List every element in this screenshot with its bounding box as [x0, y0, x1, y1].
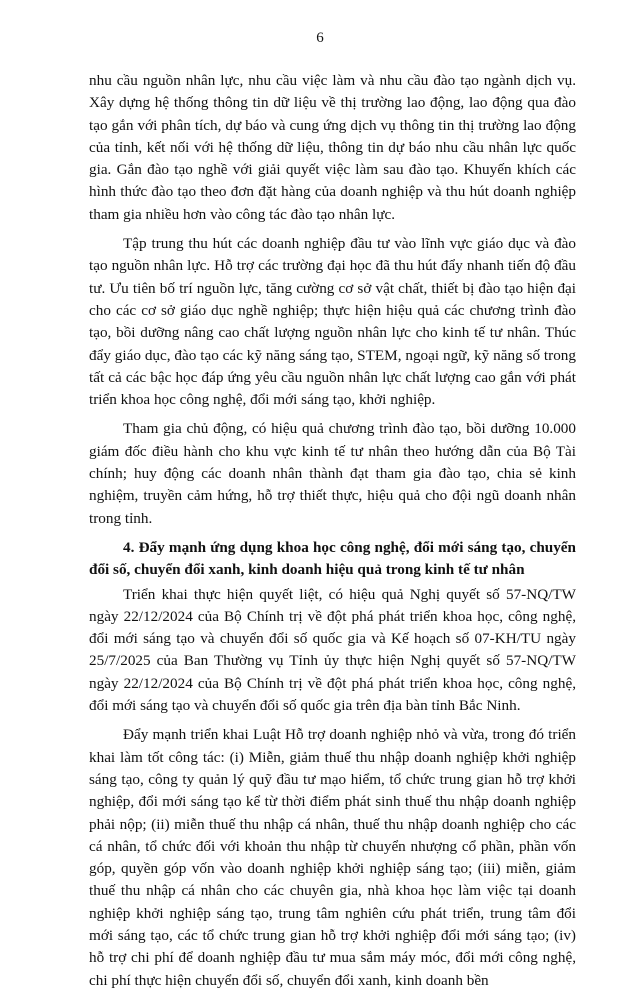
- paragraph-education-investment: Tập trung thu hút các doanh nghiệp đầu tư vào lĩnh vực giáo dục và đào tạo nguồn nhân lực. Hỗ trợ các trường đại học đã thu hút đẩy nhanh tiến độ đầu tư. Ưu tiên bố trí nguồn lực, tăng cường cơ sở vật chất, thiết bị đào tạo hiện đại cho các cơ sở giáo dục nghề nghiệp; thực hiện hiệu quả các chương trình đào tạo, bồi dưỡng nâng cao chất lượng nguồn nhân lực cho kinh tế tư nhân. Thúc đẩy giáo dục, đào tạo các kỹ năng sáng tạo, STEM, ngoại ngữ, kỹ năng số trong tất cả các bậc học đáp ứng yêu cầu nguồn nhân lực chất lượng cao gắn với phát triển khoa học công nghệ, đổi mới sáng tạo, khởi nghiệp.: [89, 235, 576, 409]
- paragraph-executive-training: Tham gia chủ động, có hiệu quả chương trình đào tạo, bồi dưỡng 10.000 giám đốc điều hành cho khu vực kinh tế tư nhân theo hướng dẫn của Bộ Tài chính; huy động các doanh nhân thành đạt tham gia đào tạo, chia sẻ kinh nghiệm, truyền cảm hứng, hỗ trợ thiết thực, hiệu quả cho đội ngũ doanh nhân trong tỉnh.: [89, 420, 576, 527]
- paragraph-sme-support-law: Đẩy mạnh triển khai Luật Hỗ trợ doanh nghiệp nhỏ và vừa, trong đó triển khai làm tốt công tác: (i) Miễn, giảm thuế thu nhập doanh nghiệp khởi nghiệp sáng tạo, công ty quản lý quỹ đầu tư mạo hiểm, tổ chức trung gian hỗ trợ khởi nghiệp, đổi mới sáng tạo kể từ thời điểm phát sinh thuế thu nhập doanh nghiệp phải nộp; (ii) miễn thuế thu nhập cá nhân, thuế thu nhập doanh nghiệp cho các cá nhân, tổ chức đối với khoản thu nhập từ chuyển nhượng cổ phần, phần vốn góp, quyền góp vốn vào doanh nghiệp khởi nghiệp sáng tạo; (iii) miễn, giảm thuế thu nhập cá nhân cho các chuyên gia, nhà khoa học làm việc tại doanh nghiệp khởi nghiệp sáng tạo, trung tâm nghiên cứu phát triển, trung tâm đổi mới sáng tạo, các tổ chức trung gian hỗ trợ khởi nghiệp đổi mới sáng tạo; (iv) hỗ trợ chi phí để doanh nghiệp đầu tư mua sắm máy móc, đổi mới công nghệ, chi phí thực hiện chuyển đổi số, chuyển đổi xanh, kinh doanh bền: [89, 726, 576, 989]
- document-body: [89, 70, 576, 999]
- page-number: 6: [316, 30, 324, 46]
- paragraph-resolution-57: Triển khai thực hiện quyết liệt, có hiệu quả Nghị quyết số 57-NQ/TW ngày 22/12/2024 của Bộ Chính trị về đột phá phát triển khoa học, công nghệ, đổi mới sáng tạo và chuyển đổi số quốc gia và Kế hoạch số 07-KH/TU ngày 25/7/2025 của Ban Thường vụ Tỉnh ủy thực hiện Nghị quyết số 57-NQ/TW ngày 22/12/2024 của Bộ Chính trị về đột phá phát triển khoa học, công nghệ, đổi mới sáng tạo và chuyển đổi số quốc gia trên địa bàn tỉnh Bắc Ninh.: [89, 585, 576, 715]
- section-heading-4: 4. Đẩy mạnh ứng dụng khoa học công nghệ, đổi mới sáng tạo, chuyển đổi số, chuyển đổi xanh, kinh doanh hiệu quả trong kinh tế tư nhân: [89, 538, 576, 579]
- paragraph-workforce-info: nhu cầu nguồn nhân lực, nhu cầu việc làm và nhu cầu đào tạo ngành dịch vụ. Xây dựng hệ thống thông tin dữ liệu về thị trường lao động, lao động qua đào tạo gắn với phân tích, dự báo và cung ứng dịch vụ thông tin thị trường lao động của tỉnh, kết nối với hệ thống dữ liệu, thông tin dự báo nhu cầu nhân lực quốc gia. Gắn đào tạo nghề với giải quyết việc làm sau đào tạo. Khuyến khích các hình thức đào tạo theo đơn đặt hàng của doanh nghiệp và thu hút doanh nghiệp tham gia nhiều hơn vào công tác đào tạo nhân lực.: [89, 72, 576, 223]
